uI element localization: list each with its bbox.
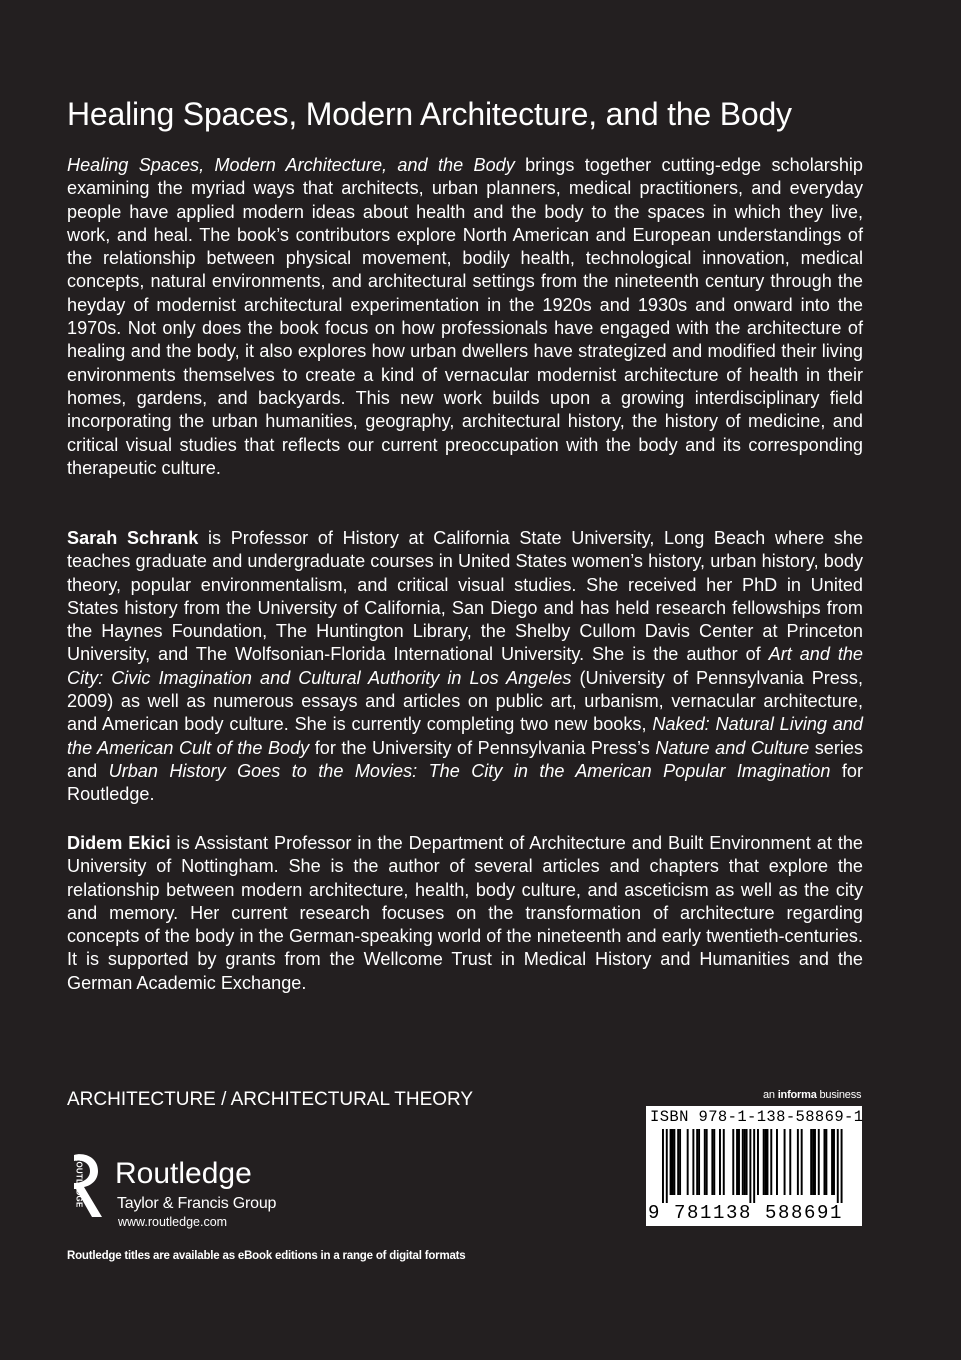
barcode-bar — [825, 1129, 827, 1195]
series-title-italic: Nature and Culture — [655, 737, 810, 758]
barcode-bar — [698, 1129, 700, 1195]
barcode-bar — [784, 1129, 786, 1195]
barcode-bar — [810, 1129, 812, 1195]
barcode-bar — [797, 1129, 799, 1195]
bio-text: for the University of Pennsylvania Press’s — [309, 737, 656, 758]
barcode-bar — [706, 1129, 708, 1195]
ean-digits: 9 781138 588691 — [648, 1202, 844, 1224]
barcode-bar — [679, 1129, 681, 1195]
barcode-bar — [818, 1129, 820, 1195]
barcode-bar — [677, 1129, 679, 1195]
barcode-bar — [837, 1129, 839, 1203]
barcode-bar — [692, 1129, 694, 1195]
barcode-bar — [746, 1129, 748, 1195]
publisher-name: Routledge — [115, 1157, 252, 1190]
barcode-bar — [753, 1129, 755, 1203]
barcode-bars — [650, 1129, 858, 1203]
barcode-bar — [789, 1129, 791, 1195]
barcode-bar — [833, 1129, 835, 1195]
ebook-note: Routledge titles are available as eBook editions in a range of digital formats — [67, 1250, 466, 1262]
routledge-r-icon — [62, 1153, 106, 1219]
publisher-group: Taylor & Francis Group — [117, 1195, 277, 1212]
barcode-bar — [763, 1129, 765, 1195]
barcode-bar — [670, 1129, 672, 1195]
barcode-bar — [831, 1129, 833, 1195]
barcode-bar — [738, 1129, 740, 1195]
barcode-bar — [732, 1129, 734, 1195]
barcode-bar — [770, 1129, 772, 1195]
author-name: Sarah Schrank — [67, 528, 199, 548]
book-title-italic: Urban History Goes to the Movies: The City in the American Popular Imagination — [108, 760, 831, 781]
barcode-bar — [776, 1129, 778, 1195]
barcode-bar — [719, 1129, 721, 1195]
author-name: Didem Ekici — [67, 833, 171, 853]
informa-tagline — [763, 1089, 861, 1102]
barcode-bar — [713, 1129, 715, 1195]
informa-brand: informa — [777, 1089, 817, 1101]
barcode-bar — [736, 1129, 738, 1195]
description-text: brings together cutting-edge scholarship examining the myriad ways that architects, urban planners, medical practitioners, and everyday people have applied modern ideas about health and the body to the spaces in which they live, work, and heal. The book’s contributors explore North American and European understandings of the relationship between physical movement, bodily health, technological innovation, medical concepts, natural environments, and architectural settings from the nineteenth century through the heyday of modernist architectural experimentation in the 1920s and 1930s and onward into the 1970s. Not only does the book focus on how professionals have engaged with the architecture of healing and the body, it also explores how urban dwellers have strategized and modified their living environments themselves to create a kind of vernacular modernist architecture of health in their homes, gardens, and backyards. This new work builds upon a growing interdisciplinary field incorporating the urban humanities, geography, architectural history, the history of medicine, and critical visual studies that reflects our current preoccupation with the body and its corresponding therapeutic culture. — [67, 155, 863, 478]
bio-text: series and — [67, 737, 863, 781]
publisher-url: www.routledge.com — [118, 1215, 228, 1229]
book-title-italic: Art and the City: Civic Imagination and Cultural Authority in Los Angeles — [67, 644, 863, 688]
book-description — [67, 154, 863, 480]
barcode-bar — [767, 1129, 769, 1195]
barcode-bar — [757, 1129, 759, 1195]
barcode-bar — [711, 1129, 713, 1195]
barcode-bar — [841, 1129, 843, 1203]
barcode-bar — [801, 1129, 803, 1195]
bio-text: for Routledge. — [67, 760, 863, 805]
publisher-logo — [62, 1150, 342, 1235]
logo-vertical-text: ROUTLEDGE — [74, 1155, 84, 1208]
barcode-bar — [765, 1129, 767, 1195]
barcode-bar — [814, 1129, 816, 1195]
informa-suffix: business — [816, 1089, 862, 1101]
barcode-bar — [704, 1129, 706, 1195]
bio-text: is Professor of History at California State University, Long Beach where she teaches graduate and undergraduate courses in United States women’s history, urban history, body theory, popular environmentalism, and critical visual studies. She received her PhD in United States history from the University of California, San Diego and has held research fellowships from the Haynes Foundation, The Huntington Library, the Shelby Cullom Davis Center at Princeton University, and The Wolfsonian-Florida International University. She is the author of — [67, 528, 864, 665]
barcode-bar — [696, 1129, 698, 1195]
bio-text: is Assistant Professor in the Department of Architecture and Built Environment at the University of Nottingham. She is the author of several articles and chapters that explore the relationship between modern architecture, health, body culture, and asceticism as well as the city and memory. Her current research focuses on the transformation of architecture regarding concepts of the body in the German-speaking world of the nineteenth and early twentieth-centuries. It is supported by grants from the Wellcome Trust in Medical History and Humanities and the German Academic Exchange. — [67, 833, 863, 993]
page-title: Healing Spaces, Modern Architecture, and the Body — [67, 96, 792, 132]
isbn-barcode — [646, 1106, 862, 1226]
barcode-bar — [812, 1129, 814, 1195]
barcode-bar — [672, 1129, 674, 1195]
barcode-bar — [723, 1129, 725, 1195]
barcode-bar — [673, 1129, 675, 1195]
book-title-italic: Healing Spaces, Modern Architecture, and the Body — [67, 155, 515, 175]
barcode-bar — [824, 1129, 826, 1195]
barcode-bar — [744, 1129, 746, 1195]
barcode-bar — [662, 1129, 664, 1203]
author-bio-schrank — [67, 527, 863, 807]
isbn-label: ISBN 978-1-138-58869-1 — [650, 1108, 864, 1126]
barcode-bar — [687, 1129, 689, 1195]
bio-text: (University of Pennsylvania Press, 2009) as well as numerous essays and articles on public art, urbanism, vernacular architecture, and American body culture. She is currently completing two new books, — [67, 667, 863, 735]
barcode-bar — [666, 1129, 668, 1203]
informa-prefix: an — [763, 1089, 778, 1101]
author-bio-ekici — [67, 832, 863, 995]
barcode-bar — [742, 1129, 744, 1195]
subject-category: ARCHITECTURE / ARCHITECTURAL THEORY — [67, 1089, 474, 1110]
book-title-italic: Naked: Natural Living and the American Cult of the Body — [67, 714, 863, 758]
barcode-bar — [749, 1129, 751, 1203]
